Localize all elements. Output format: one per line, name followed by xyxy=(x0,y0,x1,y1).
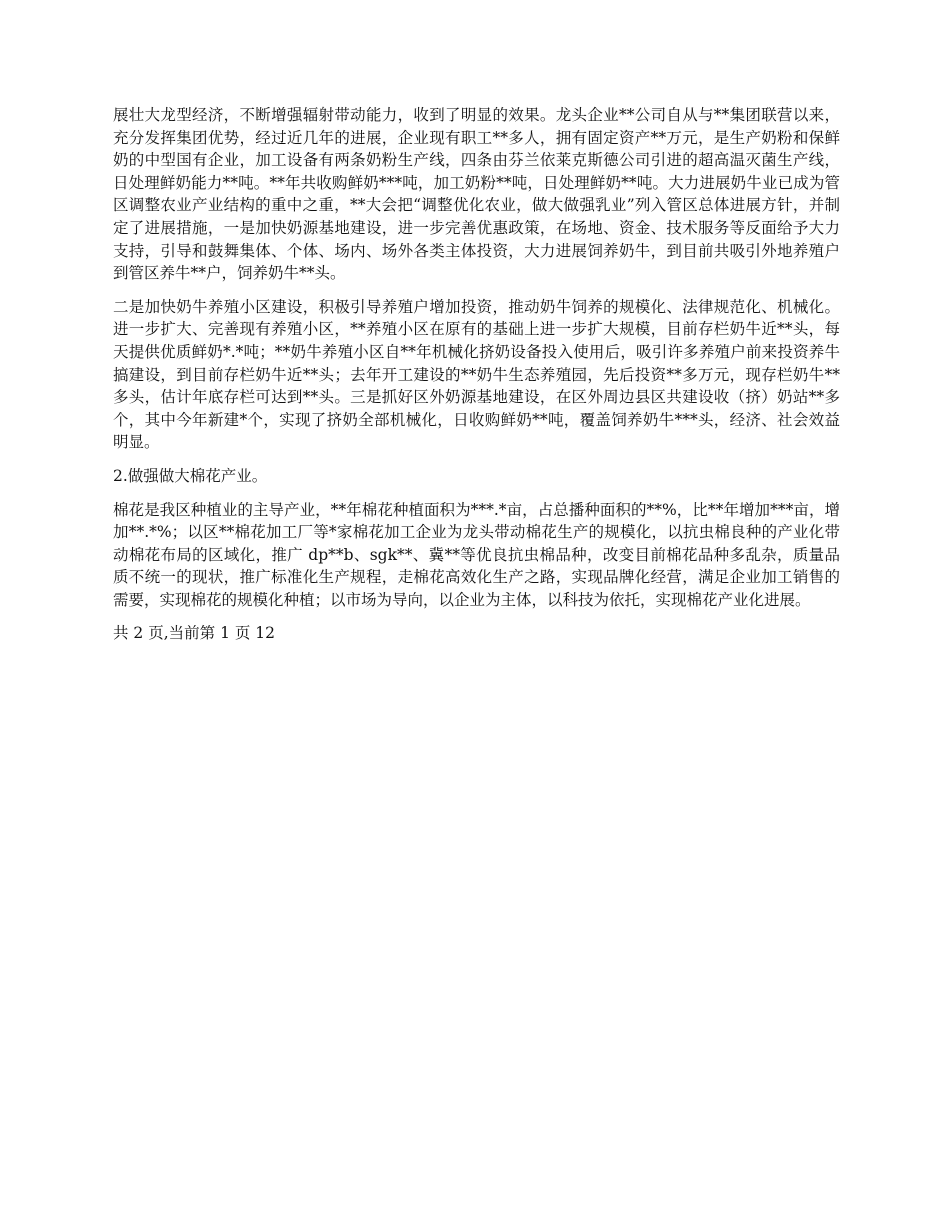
page-footer: 共 2 页,当前第 1 页 12 xyxy=(113,624,276,643)
document-page xyxy=(113,104,840,645)
paragraph-dairy-breeding: 二是加快奶牛养殖小区建设，积极引导养殖户增加投资，推动奶牛饲养的规模化、法律规范化、机械化。进一步扩大、完善现有养殖小区，**养殖小区在原有的基础上进一步扩大规模，目前存栏奶牛近**头，每天提供优质鲜奶*.*吨；**奶牛养殖小区自**年机械化挤奶设备投入使用后，吸引许多养殖户前来投资养牛搞建设，到目前存栏奶牛近**头；去年开工建设的**奶牛生态养殖园，先后投资**多万元，现存栏奶牛**多头，估计年底存栏可达到**头。三是抓好区外奶源基地建设，在区外周边县区共建设收（挤）奶站**多个，其中今年新建*个，实现了挤奶全部机械化，日收购鲜奶**吨，覆盖饲养奶牛***头，经济、社会效益明显。 xyxy=(113,297,840,452)
section-heading-cotton: 2.做强做大棉花产业。 xyxy=(113,466,268,485)
paragraph-dairy-industry: 展壮大龙型经济，不断增强辐射带动能力，收到了明显的效果。龙头企业**公司自从与**集团联营以来，充分发挥集团优势，经过近几年的进展，企业现有职工**多人，拥有固定资产**万元，是生产奶粉和保鲜奶的中型国有企业，加工设备有两条奶粉生产线，四条由芬兰依莱克斯德公司引进的超高温灭菌生产线，日处理鲜奶能力**吨。**年共收购鲜奶***吨，加工奶粉**吨，日处理鲜奶**吨。大力进展奶牛业已成为管区调整农业产业结构的重中之重，**大会把“调整优化农业，做大做强乳业”列入管区总体进展方针，并制定了进展措施，一是加快奶源基地建设，进一步完善优惠政策，在场地、资金、技术服务等反面给予大力支持，引导和鼓舞集体、个体、场内、场外各类主体投资，大力进展饲养奶牛，到目前共吸引外地养殖户到管区养牛**户，饲养奶牛**头。 xyxy=(113,106,840,283)
paragraph-cotton-industry: 棉花是我区种植业的主导产业，**年棉花种植面积为***.*亩，占总播种面积的**%，比**年增加***亩，增加**.*%；以区**棉花加工厂等*家棉花加工企业为龙头带动棉花生产的规模化，以抗虫棉良种的产业化带动棉花布局的区域化，推广 dp**b、sgk**、冀**等优良抗虫棉品种，改变目前棉花品种多乱杂，质量品质不统一的现状，推广标准化生产规程，走棉花高效化生产之路，实现品牌化经营，满足企业加工销售的需要，实现棉花的规模化种植；以市场为导向，以企业为主体，以科技为依托，实现棉花产业化进展。 xyxy=(113,500,840,609)
